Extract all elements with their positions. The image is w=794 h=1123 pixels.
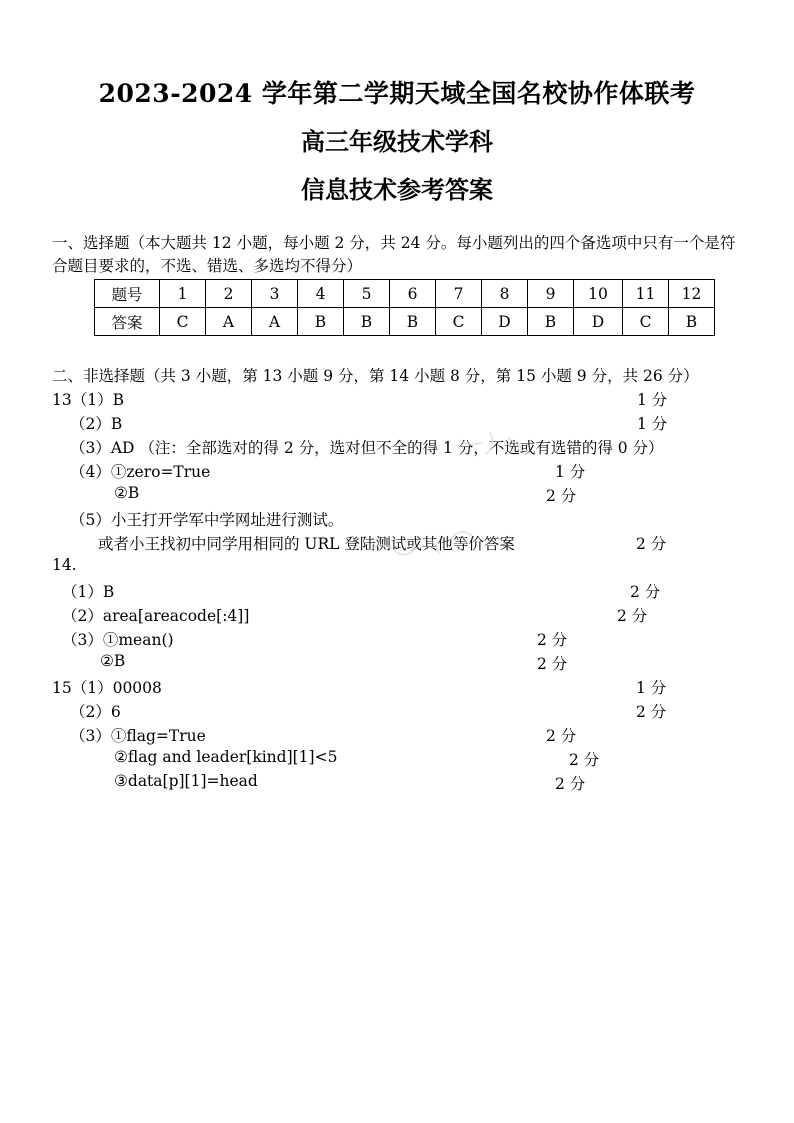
multiple-choice-answer-table bbox=[94, 279, 715, 336]
q15-part1-score: 1 分 bbox=[636, 679, 667, 697]
q15-part3c-answer: ③data[p][1]=head bbox=[114, 772, 258, 790]
q14-part3a-score: 2 分 bbox=[537, 631, 568, 649]
q15-part3b-score: 2 分 bbox=[569, 751, 600, 769]
grade-subject-title: 高三年级技术学科 bbox=[301, 127, 493, 156]
q13-part1-score: 1 分 bbox=[637, 391, 668, 409]
q14-part2-answer: （2）area[areacode[:4]] bbox=[62, 607, 250, 625]
q13-part5-alt-answer: 或者小王找初中同学用相同的 URL 登陆测试或其他等价答案 bbox=[98, 535, 515, 553]
q13-part2-answer: （2）B bbox=[70, 415, 123, 433]
q14-part2-score: 2 分 bbox=[617, 607, 648, 625]
answer-cell: A bbox=[252, 308, 298, 336]
q15-part3a-score: 2 分 bbox=[546, 727, 577, 745]
section1-intro-line1: 一、选择题（本大题共 12 小题，每小题 2 分，共 24 分。每小题列出的四个备选项中只有一个是符 bbox=[52, 234, 736, 252]
answer-cell: C bbox=[623, 308, 669, 336]
q14-part3b-score: 2 分 bbox=[537, 655, 568, 673]
answer-cell: A bbox=[206, 308, 252, 336]
answer-cell: D bbox=[482, 308, 528, 336]
question-number-cell: 9 bbox=[528, 280, 574, 308]
answer-cell: C bbox=[160, 308, 206, 336]
q15-part3c-score: 2 分 bbox=[555, 775, 586, 793]
question-number-cell: 10 bbox=[574, 280, 623, 308]
q13-part4b-score: 2 分 bbox=[546, 487, 577, 505]
question-number-cell: 1 bbox=[160, 280, 206, 308]
question-number-cell: 11 bbox=[623, 280, 669, 308]
answer-key-title: 信息技术参考答案 bbox=[301, 175, 493, 204]
q14-label: 14. bbox=[52, 556, 77, 574]
question-number-cell: 12 bbox=[669, 280, 715, 308]
answer-row bbox=[95, 308, 715, 336]
question-number-cell: 4 bbox=[298, 280, 344, 308]
exam-title: 2023-2024 学年第二学期天域全国名校协作体联考 bbox=[98, 79, 696, 108]
question-number-header: 题号 bbox=[95, 280, 160, 308]
q13-part5-score: 2 分 bbox=[636, 535, 667, 553]
q13-part4a-answer: （4）①zero=True bbox=[70, 463, 211, 481]
q13-part4b-answer: ②B bbox=[114, 484, 140, 502]
answer-cell: C bbox=[436, 308, 482, 336]
question-number-cell: 5 bbox=[344, 280, 390, 308]
question-number-cell: 3 bbox=[252, 280, 298, 308]
q15-part2-answer: （2）6 bbox=[70, 703, 121, 721]
q15-part1-answer: 15（1）00008 bbox=[52, 679, 162, 697]
q13-part1-answer: 13（1）B bbox=[52, 391, 124, 409]
answer-header: 答案 bbox=[95, 308, 160, 336]
q13-part2-score: 1 分 bbox=[637, 415, 668, 433]
question-number-cell: 7 bbox=[436, 280, 482, 308]
section1-instructions bbox=[52, 232, 752, 278]
answer-cell: B bbox=[344, 308, 390, 336]
faint-watermark bbox=[340, 420, 580, 580]
q13-part3-answer: （3）AD （注：全部选对的得 2 分，选对但不全的得 1 分，不选或有选错的得 0 分） bbox=[70, 439, 664, 457]
answer-cell: D bbox=[574, 308, 623, 336]
answer-cell: B bbox=[390, 308, 436, 336]
q14-part1-score: 2 分 bbox=[630, 583, 661, 601]
q15-part2-score: 2 分 bbox=[636, 703, 667, 721]
q14-part3a-answer: （3）①mean() bbox=[62, 631, 174, 649]
question-number-row bbox=[95, 280, 715, 308]
q15-part3b-answer: ②flag and leader[kind][1]<5 bbox=[114, 748, 338, 766]
answer-cell: B bbox=[528, 308, 574, 336]
section1-intro-line2: 合题目要求的，不选、错选、多选均不得分） bbox=[52, 257, 363, 275]
q15-part3a-answer: （3）①flag=True bbox=[70, 727, 206, 745]
q14-part3b-answer: ②B bbox=[100, 652, 126, 670]
q13-part4a-score: 1 分 bbox=[555, 463, 586, 481]
answer-cell: B bbox=[669, 308, 715, 336]
question-number-cell: 2 bbox=[206, 280, 252, 308]
q14-part1-answer: （1）B bbox=[62, 583, 115, 601]
section2-instructions: 二、非选择题（共 3 小题，第 13 小题 9 分，第 14 小题 8 分，第 15 小题 9 分，共 26 分） bbox=[52, 367, 699, 385]
answer-cell: B bbox=[298, 308, 344, 336]
question-number-cell: 6 bbox=[390, 280, 436, 308]
question-number-cell: 8 bbox=[482, 280, 528, 308]
q13-part5-answer: （5）小王打开学军中学网址进行测试。 bbox=[70, 511, 344, 529]
